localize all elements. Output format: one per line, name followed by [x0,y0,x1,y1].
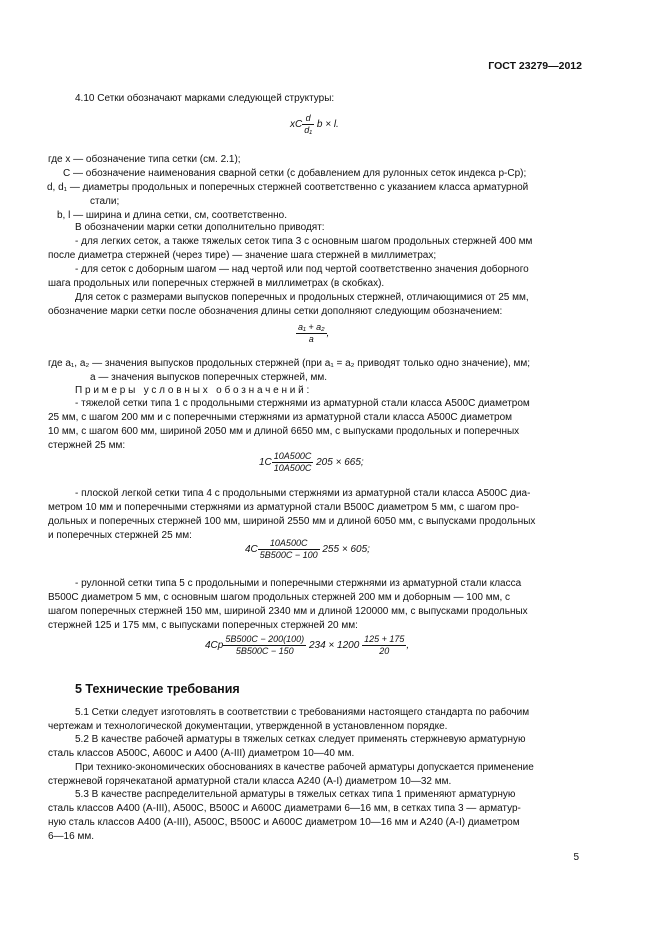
example1-line: 10 мм, с шагом 600 мм, шириной 2050 мм и длиной 6650 мм, с выпусками продольных и поперечных [48,426,520,437]
example2-denominator: 5B500C − 100 [259,550,318,560]
example2-line: метром 10 мм и поперечными стержнями из арматурной стали В500С диаметром 5 мм, с шагом про- [48,502,520,513]
where-line: где x — обозначение типа сетки (см. 2.1); [48,154,241,165]
example1-prefix: 1C [259,457,272,469]
example3-denominator-2: 20 [379,646,390,656]
example3-denominator: 5B500C − 150 [235,646,294,656]
section5-line: ную сталь классов А400 (А-III), А500С, В500С и А600С диаметром 10—16 мм и А240 (А-I) диаметром [48,817,520,828]
formula-suffix: b × l. [316,119,339,131]
section5-line: 5.3 В качестве распределительной арматуры в тяжелых сетках типа 1 применяют арматурную [75,789,516,800]
example1-suffix: 205 × 665; [316,457,364,469]
example3-line: В500С диаметром 5 мм, с основным шагом продольных стержней 200 мм и доборным — 100 мм, с [48,592,511,603]
example2-suffix: 255 × 605; [322,544,370,556]
release-suffix: , [326,328,330,340]
where-a-line: где a₁, a₂ — значения выпусков продольных стержней (при a₁ = a₂ приводят только одно значение), мм; [48,358,531,369]
example2-prefix: 4C [245,544,258,556]
example2-formula [245,538,370,561]
where-line: b, l — ширина и длина сетки, см, соответственно. [57,210,287,221]
page-number: 5 [573,852,579,863]
section5-line: 5.2 В качестве рабочей арматуры в тяжелых сетках следует применять стержневую арматурную [75,734,526,745]
example3-line: - рулонной сетки типа 5 с продольными и поперечными стержнями из арматурной стали класса [75,578,522,589]
additional-line: - для легких сеток, а также тяжелых сеток типа 3 с основным шагом продольных стержней 400 мм [75,236,533,247]
example3-prefix: 4Cp [205,640,224,652]
example3-suffix: , [406,640,410,652]
example3-line: шагом поперечных стержней 150 мм, шириной 2340 мм и длиной 120000 мм, с выпусками продольных [48,606,528,617]
example3-fraction-2 [362,634,406,657]
example3-numerator: 5B500C − 200(100) [225,634,305,644]
formula-numerator: d [302,113,314,125]
where-line: стали; [90,196,120,207]
example2-line: - плоской легкой сетки типа 4 с продольными стержнями из арматурной стали класса А500С диа- [75,488,531,499]
example2-line: дольных и поперечных стержней 100 мм, шириной 2550 мм и длиной 6050 мм, с выпусками продольных [48,516,536,527]
example1-numerator: 10A500C [273,451,312,461]
section5-line: При технико-экономических обоснованиях в качестве рабочей арматуры допускается применение [75,762,534,773]
example1-formula [259,451,364,474]
formula-prefix: xC [290,119,303,131]
document-header-title: ГОСТ 23279—2012 [488,60,582,72]
section5-line: 6—16 мм. [48,831,94,842]
additional-line: обозначение марки сетки после обозначения длины сетки дополняют следующим обозначением: [48,306,503,317]
additional-line: шага продольных или поперечных стержней в миллиметрах (в скобках). [48,278,385,289]
where-line: C — обозначение наименования сварной сетки (с добавлением для рулонных сеток индекса р-Ср); [63,168,527,179]
formula-denominator: d₁ [304,125,313,135]
release-formula [296,322,329,345]
section5-line: сталь классов А500С, А600С и А400 (А-III) диаметром 10—40 мм. [48,748,355,759]
section5-line: чертежам и технологической документации, утвержденной в установленном порядке. [48,721,448,732]
where-line: d, d₁ — диаметры продольных и поперечных стержней соответственно с указанием класса арматурной [47,182,529,193]
example1-line: 25 мм, с шагом 200 мм и с поперечными стержнями из арматурной стали класса А500С диаметром [48,412,513,423]
example1-fraction [272,451,314,474]
additional-line: после диаметра стержней (через тире) — значение шага стержней в миллиметрах; [48,250,437,261]
example1-line: - тяжелой сетки типа 1 с продольными стержнями из арматурной стали класса А500С диаметром [75,398,530,409]
example3-fraction [223,634,306,657]
formula-fraction [302,113,314,136]
example3-line: стержней 125 и 175 мм, с выпусками поперечных стержней 20 мм: [48,620,358,631]
mark-structure-formula [290,113,339,136]
section5-line: 5.1 Сетки следует изготовлять в соответствии с требованиями настоящего стандарта по рабочим [75,707,530,718]
section5-line: стержневой горячекатаной арматурной стали класса А240 (А-I) диаметром 10—32 мм. [48,776,452,787]
example1-denominator: 10A500C [273,463,312,473]
where-a-line: a — значения выпусков поперечных стержней, мм. [90,372,328,383]
example3-numerator-2: 125 + 175 [364,634,405,644]
example3-formula [205,634,409,657]
example1-line: стержней 25 мм: [48,440,126,451]
examples-heading: Примеры условных обозначений: [75,385,313,396]
additional-line: - для сеток с доборным шагом — над чертой или под чертой соответственно значения доборного [75,264,529,275]
section5-line: сталь классов А400 (А-III), А500С, В500С и А600С диаметрами 6—16 мм, в сетках типа 3 — арматур- [48,803,521,814]
release-fraction [296,322,327,345]
release-numerator: a₁ + a₂ [298,322,325,332]
example2-line: и поперечных стержней 25 мм: [48,530,192,541]
additional-line: В обозначении марки сетки дополнительно приводят: [75,222,325,233]
release-denominator: a [308,334,314,344]
example3-middle: 234 × 1200 [308,640,360,652]
example2-numerator: 10A500C [258,538,320,550]
section-5-title: 5 Технические требования [75,682,240,696]
example2-fraction [258,538,320,561]
clause-4-10-intro: 4.10 Сетки обозначают марками следующей структуры: [75,93,335,104]
additional-line: Для сеток с размерами выпусков поперечных и продольных стержней, отличающимися от 25 мм, [75,292,529,303]
